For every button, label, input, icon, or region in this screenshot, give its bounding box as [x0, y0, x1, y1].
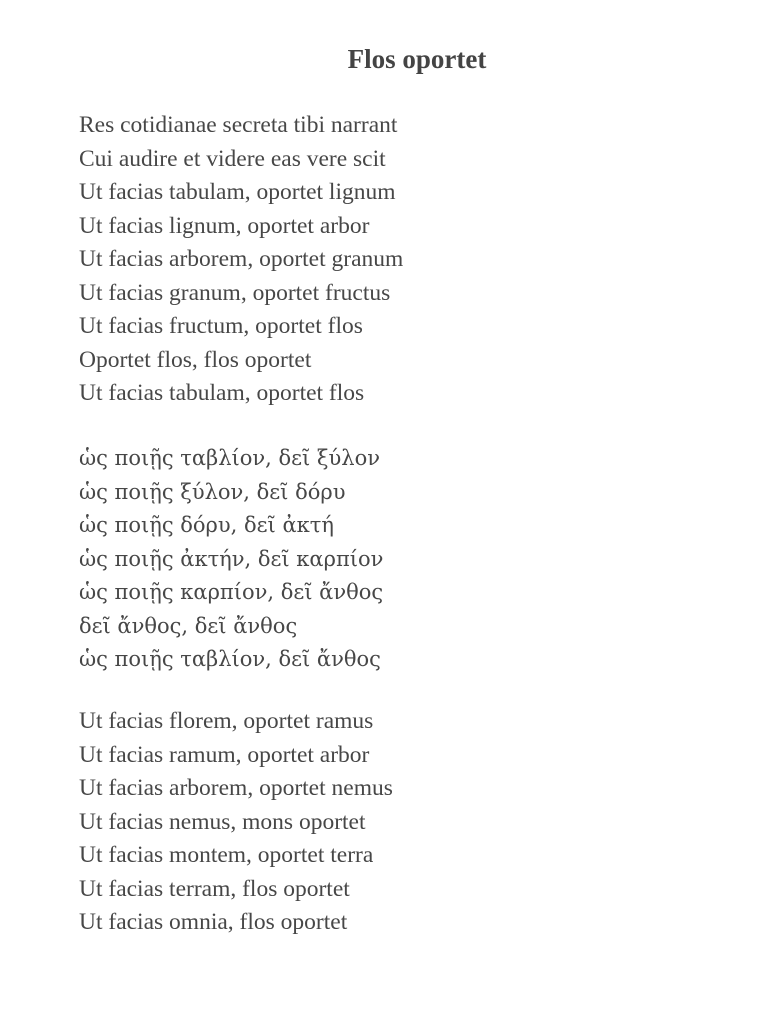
poem-line: ὡς ποιῇς δόρυ, δεῖ ἀκτή	[79, 513, 334, 537]
poem-line: Ut facias arborem, oportet granum	[79, 246, 404, 272]
poem-line: ὡς ποιῇς ταβλίον, δεῖ ξύλον	[79, 446, 380, 470]
poem-line: Ut facias fructum, oportet flos	[79, 313, 363, 339]
poem-line: Ut facias ramum, oportet arbor	[79, 741, 370, 768]
poem-line: ὡς ποιῇς ἀκτήν, δεῖ καρπίον	[79, 546, 384, 571]
poem-line: Cui audire et videre eas vere scit	[79, 145, 386, 172]
poem-line: Ut facias florem, oportet ramus	[79, 708, 374, 734]
poem-line: Ut facias terram, flos oportet	[79, 875, 350, 902]
poem-line: Res cotidianae secreta tibi narrant	[79, 112, 398, 138]
poem-line: Ut facias lignum, oportet arbor	[79, 212, 370, 239]
poem-line: Ut facias granum, oportet fructus	[79, 279, 391, 306]
stanza-greek	[79, 442, 383, 677]
poem-line: Ut facias arborem, oportet nemus	[79, 775, 393, 801]
stanza-latin-2	[79, 705, 393, 940]
poem-line: Ut facias montem, oportet terra	[79, 842, 374, 868]
stanza-latin-1	[79, 109, 403, 411]
poem-line: Ut facias tabulam, oportet lignum	[79, 179, 396, 205]
poem-line: ὡς ποιῇς ξύλον, δεῖ δόρυ	[79, 479, 346, 504]
poem-line: Ut facias tabulam, oportet flos	[79, 380, 365, 406]
poem-line: Ut facias nemus, mons oportet	[79, 808, 366, 835]
poem-line: δεῖ ἄνθος, δεῖ ἄνθος	[79, 613, 298, 638]
poem-line: ὡς ποιῇς καρπίον, δεῖ ἄνθος	[79, 580, 384, 604]
poem-line: ὡς ποιῇς ταβλίον, δεῖ ἄνθος	[79, 647, 381, 671]
poem-title: Flos oportet	[347, 44, 487, 74]
poem-line: Ut facias omnia, flos oportet	[79, 909, 348, 935]
poem-line: Oportet flos, flos oportet	[79, 346, 312, 373]
